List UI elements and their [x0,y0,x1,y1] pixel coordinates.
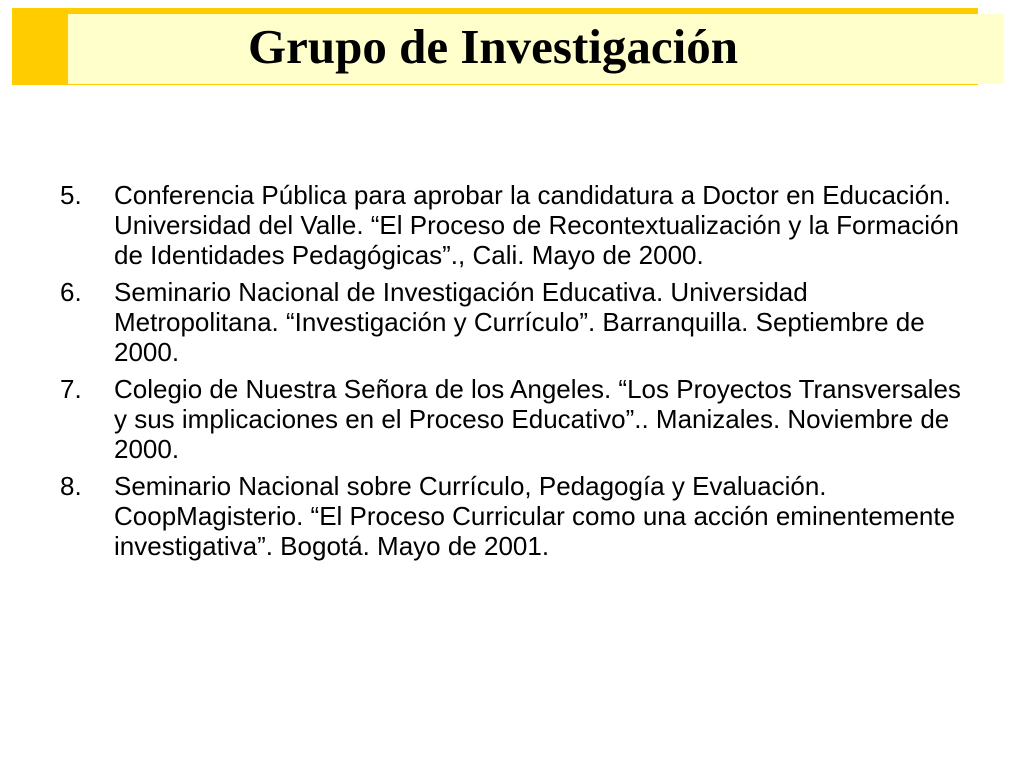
list-item-text: Seminario Nacional sobre Currículo, Pedagogía y Evaluación. CoopMagisterio. “El Proceso Curricular como una acción eminentemente investigativa”. Bogotá. Mayo de 2001. [114,471,956,561]
numbered-list [58,180,978,568]
list-item-text: Seminario Nacional de Investigación Educativa. Universidad Metropolitana. “Investigación y Currículo”. Barranquilla. Septiembre de 2000. [114,277,925,367]
list-item [58,277,978,367]
list-item-number: 5. [60,180,82,210]
list-item [58,471,978,561]
slide-title: Grupo de Investigación [247,19,739,74]
list-item-number: 6. [60,277,82,307]
list-item-number: 8. [60,471,82,501]
list-item-number: 7. [60,374,82,404]
list-item-text: Colegio de Nuestra Señora de los Angeles. “Los Proyectos Transversales y sus implicaciones en el Proceso Educativo”.. Manizales. Noviembre de 2000. [114,374,961,464]
list-item-text: Conferencia Pública para aprobar la candidatura a Doctor en Educación. Universidad del Valle. “El Proceso de Recontextualización y la Formación de Identidades Pedagógicas”., Cali. Mayo de 2000. [114,180,959,270]
list-item [58,180,978,270]
list-item [58,374,978,464]
